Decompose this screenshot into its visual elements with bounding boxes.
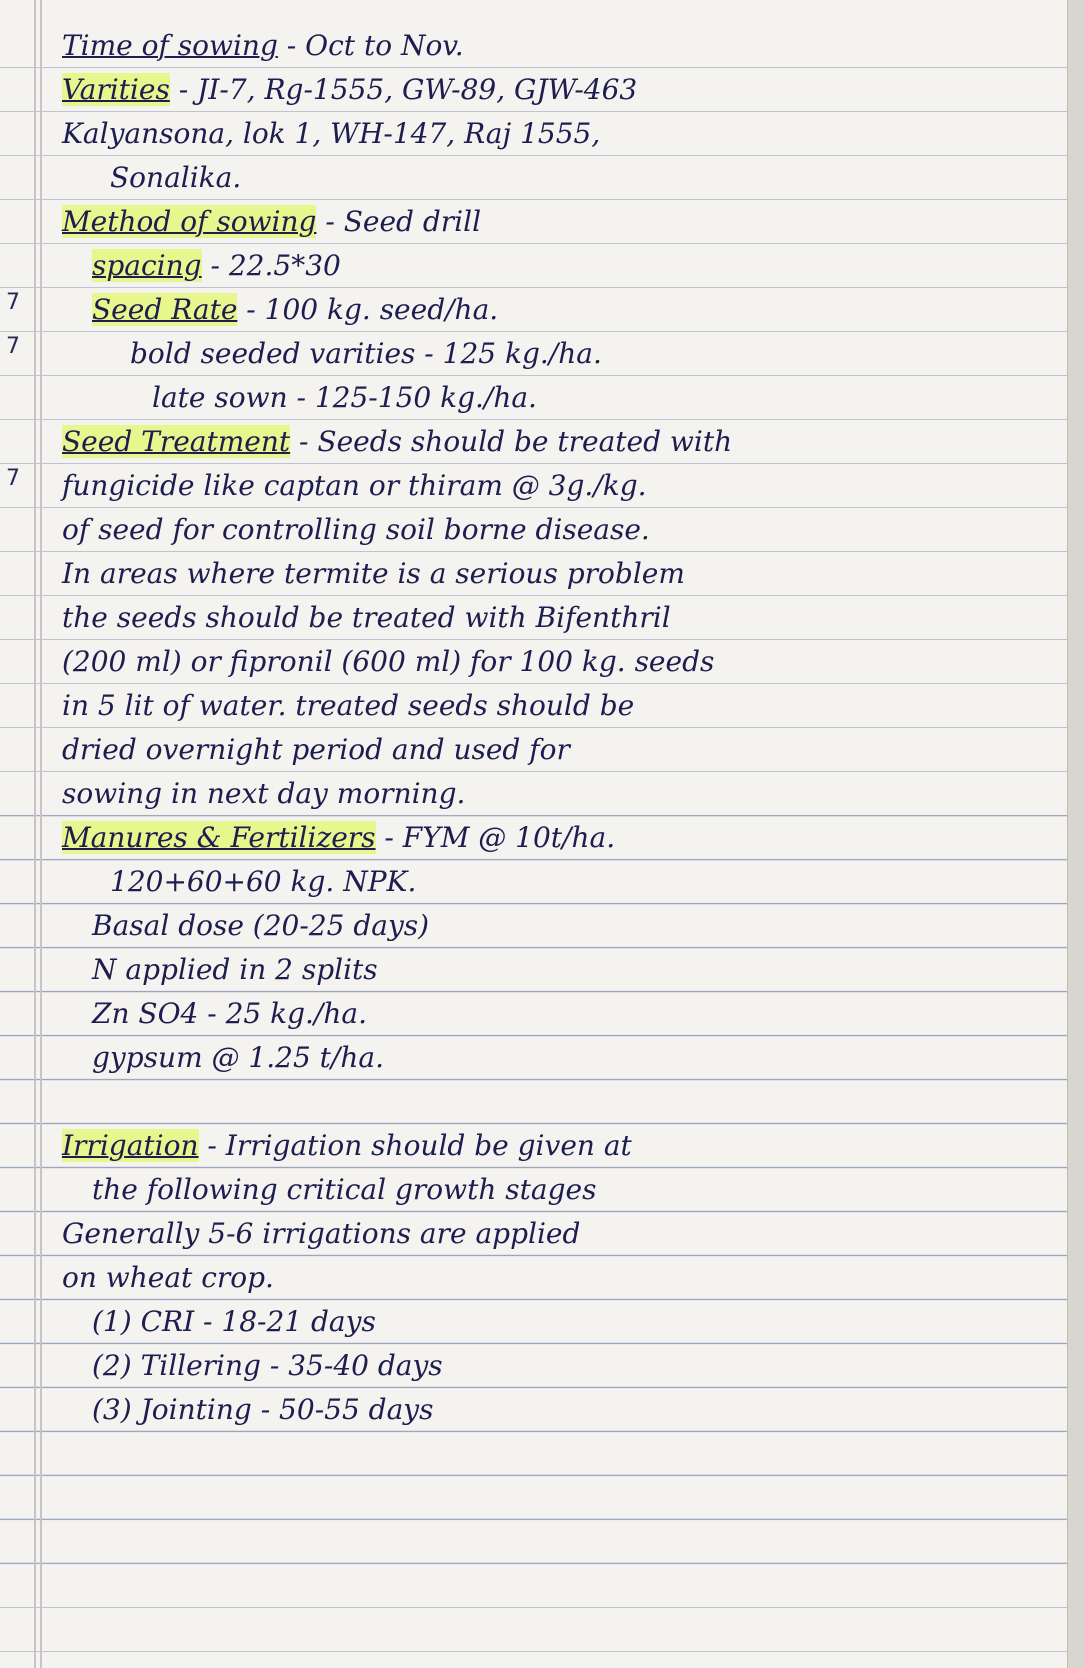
- note-text: - Seeds should be treated with: [290, 425, 733, 458]
- note-line: In areas where termite is a serious problem: [62, 557, 685, 590]
- note-text: - JI-7, Rg-1555, GW-89, GJW-463: [169, 73, 638, 106]
- note-line: fungicide like captan or thiram @ 3g./kg.: [62, 469, 647, 502]
- note-text: - Seed drill: [316, 205, 482, 238]
- note-line: on wheat crop.: [62, 1261, 274, 1294]
- note-text: - FYM @ 10t/ha.: [375, 821, 616, 854]
- note-line: the following critical growth stages: [92, 1173, 597, 1206]
- note-line: sowing in next day morning.: [62, 777, 466, 810]
- note-text: - Irrigation should be given at: [198, 1129, 632, 1162]
- margin-mark: 7: [6, 290, 20, 315]
- heading-method-of-sowing: Method of sowing: [62, 205, 317, 238]
- note-line: (2) Tillering - 35-40 days: [92, 1349, 443, 1382]
- note-line: [0, 244, 1060, 288]
- note-line: Kalyansona, lok 1, WH-147, Raj 1555,: [62, 117, 601, 150]
- heading-manures-fertilizers: Manures & Fertilizers: [62, 821, 376, 854]
- note-line: Zn SO4 - 25 kg./ha.: [92, 997, 367, 1030]
- note-text: - 100 kg. seed/ha.: [237, 293, 499, 326]
- heading-seed-rate: Seed Rate: [92, 293, 238, 326]
- note-text: - 22.5*30: [201, 249, 341, 282]
- handwritten-notes: [0, 24, 1060, 1432]
- margin-mark: 7: [6, 466, 20, 491]
- note-line: in 5 lit of water. treated seeds should be: [62, 689, 635, 722]
- heading-time-of-sowing: Time of sowing: [62, 29, 278, 62]
- heading-irrigation: Irrigation: [62, 1129, 199, 1162]
- note-line: of seed for controlling soil borne disease.: [62, 513, 650, 546]
- note-line: Sonalika.: [110, 161, 242, 194]
- note-line: (3) Jointing - 50-55 days: [92, 1393, 434, 1426]
- note-line: [0, 288, 1060, 332]
- note-line: [0, 68, 1060, 112]
- note-line: dried overnight period and used for: [62, 733, 570, 766]
- note-line: late sown - 125-150 kg./ha.: [152, 381, 537, 414]
- note-line: (200 ml) or fipronil (600 ml) for 100 kg. seeds: [62, 645, 715, 678]
- note-line: [0, 1124, 1060, 1168]
- page-edge: [1067, 0, 1084, 1668]
- note-line: bold seeded varities - 125 kg./ha.: [130, 337, 602, 370]
- note-line: [0, 816, 1060, 860]
- note-line: N applied in 2 splits: [92, 953, 378, 986]
- note-line: 120+60+60 kg. NPK.: [110, 865, 417, 898]
- heading-seed-treatment: Seed Treatment: [62, 425, 291, 458]
- note-line: gypsum @ 1.25 t/ha.: [92, 1041, 384, 1074]
- note-line: (1) CRI - 18-21 days: [92, 1305, 376, 1338]
- note-text: - Oct to Nov.: [277, 29, 464, 62]
- heading-spacing: spacing: [92, 249, 202, 282]
- margin-mark: 7: [6, 334, 20, 359]
- note-line: [0, 24, 1060, 68]
- note-line: Basal dose (20-25 days): [92, 909, 430, 942]
- note-line: the seeds should be treated with Bifenthril: [62, 601, 671, 634]
- heading-varities: Varities: [62, 73, 170, 106]
- note-line: [0, 200, 1060, 244]
- blank-line: [0, 1080, 1060, 1124]
- note-line: [0, 420, 1060, 464]
- note-line: Generally 5-6 irrigations are applied: [62, 1217, 581, 1250]
